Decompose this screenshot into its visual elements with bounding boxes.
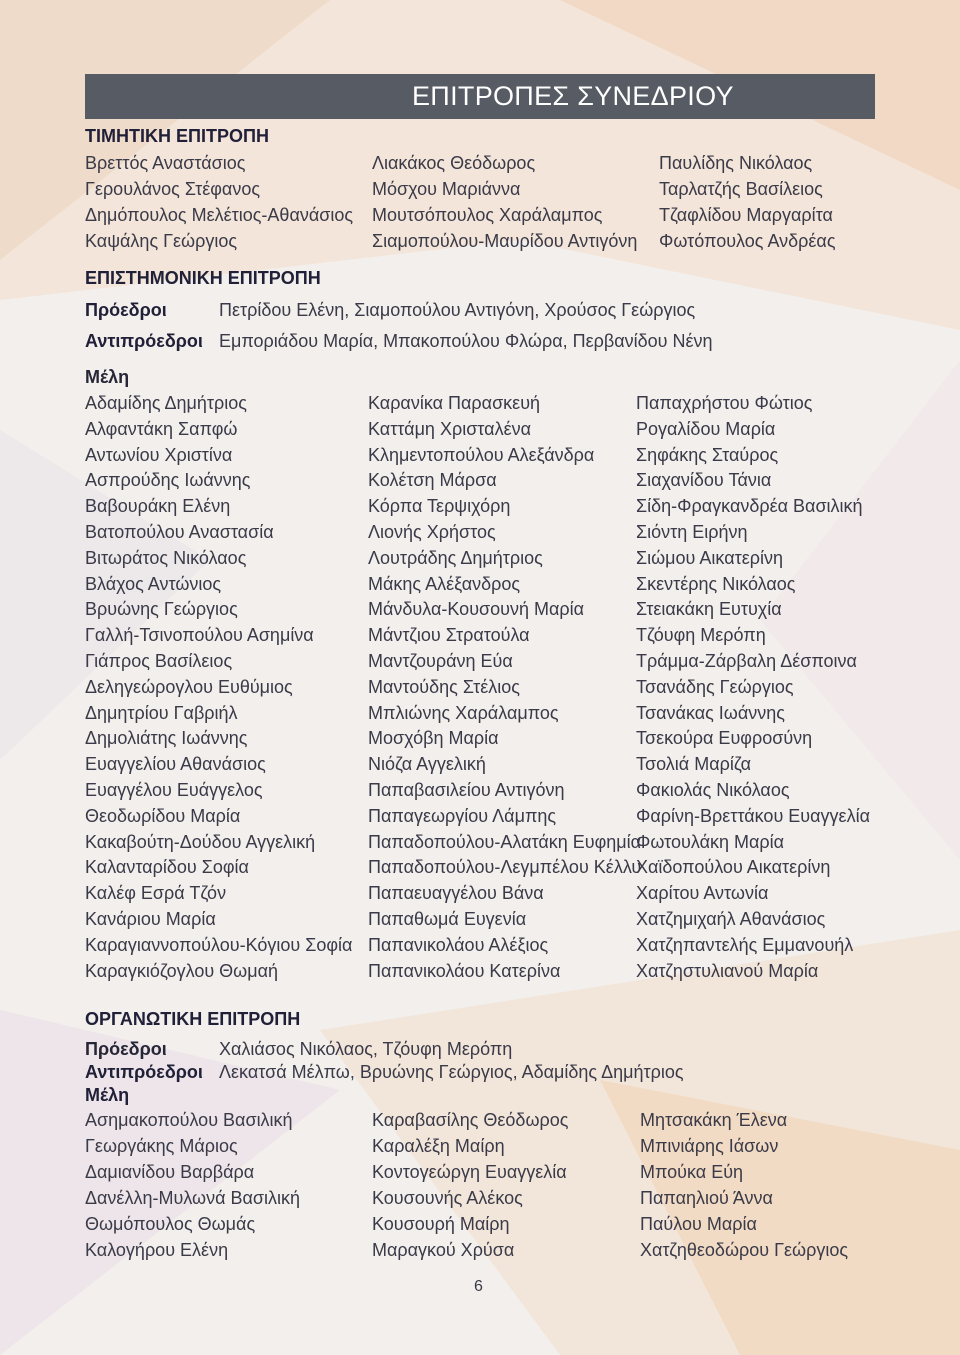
member-name: Σηφάκης Σταύρος	[636, 444, 779, 465]
member-name: Βρυώνης Γεώργιος	[85, 599, 238, 620]
member-name: Μητσακάκη Έλενα	[640, 1110, 788, 1130]
member-name: Φωτουλάκη Μαρία	[636, 831, 785, 852]
member-name: Μπούκα Εύη	[640, 1162, 744, 1182]
member-name: Καλογήρου Ελένη	[85, 1240, 229, 1260]
member-name: Θωμόπουλος Θωμάς	[85, 1214, 256, 1234]
scientific-presidents: Πετρίδου Ελένη, Σιαμοπούλου Αντιγόνη, Χρούσος Γεώργιος	[219, 300, 696, 320]
member-name: Βαβουράκη Ελένη	[85, 496, 231, 517]
member-name: Λουτράδης Δημήτριος	[368, 547, 543, 568]
member-name: Ρογαλίδου Μαρία	[636, 418, 776, 439]
member-name: Παπαευαγγέλου Βάνα	[368, 883, 544, 904]
honorary-column-1	[85, 150, 353, 254]
member-name: Τζαφλίδου Μαργαρίτα	[659, 205, 833, 225]
member-name: Βατοπούλου Αναστασία	[85, 521, 274, 542]
member-name: Καραλέξη Μαίρη	[372, 1136, 505, 1156]
member-name: Βλάχος Αντώνιος	[85, 573, 222, 594]
member-name: Ασπρούδης Ιωάννης	[85, 470, 251, 491]
member-name: Παπαηλιού Άννα	[640, 1188, 773, 1208]
member-name: Σιαμοπούλου-Μαυρίδου Αντιγόνη	[372, 231, 638, 251]
member-name: Σκεντέρης Νικόλαος	[636, 573, 796, 594]
organizing-committee-heading: ΟΡΓΑΝΩΤΙΚΗ ΕΠΙΤΡΟΠΗ	[85, 1009, 301, 1029]
member-name: Τζόυφη Μερόπη	[636, 625, 766, 646]
member-name: Κουσουνής Αλέκος	[372, 1188, 523, 1208]
scientific-presidents-label: Πρόεδροι	[85, 300, 167, 320]
member-name: Σιαχανίδου Τάνια	[636, 470, 772, 491]
member-name: Γιάπρος Βασίλειος	[85, 650, 233, 671]
member-name: Γεωργάκης Μάριος	[85, 1136, 238, 1156]
member-name: Βιτωράτος Νικόλαος	[85, 547, 247, 568]
member-name: Μπλιώνης Χαράλαμπος	[368, 702, 559, 723]
member-name: Παπαδοπούλου-Λεγμπέλου Κέλλυ	[368, 857, 642, 878]
organizing-vice-presidents-label: Αντιπρόεδροι	[85, 1062, 203, 1082]
member-name: Παπανικολάου Κατερίνα	[368, 960, 561, 981]
organizing-members-label: Μέλη	[85, 1085, 130, 1105]
member-name: Κολέτση Μάρσα	[368, 470, 497, 491]
member-name: Παυλίδης Νικόλαος	[659, 153, 813, 173]
member-name: Χατζηθεοδώρου Γεώργιος	[640, 1240, 849, 1260]
organizing-members-column-2	[372, 1107, 568, 1263]
member-name: Παπανικολάου Αλέξιος	[368, 934, 549, 955]
member-name: Καρανίκα Παρασκευή	[368, 393, 541, 413]
member-name: Ταρλατζής Βασίλειος	[659, 179, 823, 199]
scientific-members-column-3	[636, 391, 870, 984]
member-name: Αλφαντάκη Σαπφώ	[85, 418, 238, 439]
member-name: Φωτόπουλος Ανδρέας	[659, 231, 836, 251]
member-name: Μάντζιου Στρατούλα	[368, 625, 530, 646]
honorary-committee-heading: ΤΙΜΗΤΙΚΗ ΕΠΙΤΡΟΠΗ	[85, 126, 269, 146]
member-name: Στειακάκη Ευτυχία	[636, 599, 782, 620]
member-name: Χατζηστυλιανού Μαρία	[636, 960, 819, 981]
scientific-vice-presidents: Εμποριάδου Μαρία, Μπακοπούλου Φλώρα, Περβανίδου Νένη	[219, 331, 713, 351]
member-name: Τσανάκας Ιωάννης	[636, 702, 785, 723]
member-name: Μάνδυλα-Κουσουνή Μαρία	[368, 599, 585, 620]
member-name: Γερουλάνος Στέφανος	[85, 179, 261, 199]
member-name: Χαϊδοπούλου Αικατερίνη	[636, 857, 831, 878]
member-name: Παπαβασιλείου Αντιγόνη	[368, 779, 565, 800]
member-name: Παπαθωμά Ευγενία	[368, 908, 527, 929]
member-name: Καψάλης Γεώργιος	[85, 231, 238, 251]
member-name: Παπαγεωργίου Λάμπης	[368, 805, 557, 826]
member-name: Μαντζουράνη Εύα	[368, 650, 513, 671]
member-name: Βρεττός Αναστάσιος	[85, 153, 246, 173]
scientific-vice-presidents-label: Αντιπρόεδροι	[85, 331, 203, 351]
honorary-column-2	[372, 150, 637, 254]
member-name: Παπαδοπούλου-Αλατάκη Ευφημία	[368, 831, 642, 852]
member-name: Κλημεντοπούλου Αλεξάνδρα	[368, 444, 595, 465]
member-name: Δημολιάτης Ιωάννης	[85, 728, 248, 749]
member-name: Θεοδωρίδου Μαρία	[85, 805, 241, 826]
member-name: Χατζημιχαήλ Αθανάσιος	[636, 908, 826, 929]
member-name: Χαρίτου Αντωνία	[636, 883, 769, 904]
scientific-members-column-2	[368, 391, 641, 984]
member-name: Μάκης Αλέξανδρος	[368, 573, 521, 594]
honorary-column-3	[659, 150, 836, 254]
member-name: Τσεκούρα Ευφροσύνη	[636, 728, 813, 749]
member-name: Τσολιά Μαρίζα	[636, 754, 751, 775]
member-name: Δημόπουλος Μελέτιος-Αθανάσιος	[85, 205, 354, 225]
organizing-presidents-label: Πρόεδροι	[85, 1039, 167, 1059]
member-name: Φακιολάς Νικόλαος	[636, 779, 790, 800]
member-name: Μαραγκού Χρύσα	[372, 1240, 515, 1260]
member-name: Τσανάδης Γεώργιος	[636, 676, 794, 697]
member-name: Κουσουρή Μαίρη	[372, 1214, 510, 1234]
member-name: Μπινιάρης Ιάσων	[640, 1136, 779, 1156]
member-name: Φαρίνη-Βρεττάκου Ευαγγελία	[636, 805, 870, 826]
member-name: Καραγιαννοπούλου-Κόγιου Σοφία	[85, 934, 353, 955]
member-name: Λιακάκος Θεόδωρος	[372, 153, 536, 173]
member-name: Σιόντη Ειρήνη	[636, 521, 748, 542]
member-name: Ευαγγελίου Αθανάσιος	[85, 754, 266, 775]
organizing-members-column-3	[640, 1107, 848, 1263]
member-name: Χατζηπαντελής Εμμανουήλ	[636, 934, 854, 955]
member-name: Κανάριου Μαρία	[85, 908, 216, 929]
scientific-members-column-1	[85, 391, 352, 984]
member-name: Καραγκιόζογλου Θωμαή	[85, 960, 279, 981]
scientific-committee-heading: ΕΠΙΣΤΗΜΟΝΙΚΗ ΕΠΙΤΡΟΠΗ	[85, 268, 321, 288]
member-name: Ευαγγέλου Ευάγγελος	[85, 779, 263, 800]
member-name: Δαμιανίδου Βαρβάρα	[85, 1162, 255, 1182]
member-name: Ασημακοπούλου Βασιλική	[85, 1110, 293, 1130]
member-name: Μαντούδης Στέλιος	[368, 676, 520, 697]
title-banner	[85, 74, 875, 119]
member-name: Καττάμη Χρισταλένα	[368, 418, 531, 439]
member-name: Κακαβούτη-Δούδου Αγγελική	[85, 831, 316, 852]
member-name: Σίδη-Φραγκανδρέα Βασιλική	[636, 496, 863, 517]
member-name: Μόσχου Μαριάννα	[372, 179, 521, 199]
member-name: Μοσχόβη Μαρία	[368, 728, 499, 749]
member-name: Αντωνίου Χριστίνα	[85, 444, 233, 465]
scientific-members-label: Μέλη	[85, 367, 130, 387]
member-name: Σιώμου Αικατερίνη	[636, 547, 783, 568]
member-name: Νιόζα Αγγελική	[368, 754, 486, 775]
page-number: 6	[474, 1278, 483, 1295]
member-name: Δεληγεώρογλου Ευθύμιος	[85, 676, 293, 697]
organizing-members-column-1	[85, 1107, 300, 1263]
member-name: Καλέφ Εσρά Τζόν	[85, 883, 227, 904]
member-name: Δημητρίου Γαβριήλ	[85, 702, 238, 723]
member-name: Γαλλή-Τσινοπούλου Ασημίνα	[85, 625, 314, 646]
member-name: Αδαμίδης Δημήτριος	[85, 393, 247, 413]
member-name: Καραβασίλης Θεόδωρος	[372, 1110, 569, 1130]
page-title: ΕΠΙΤΡΟΠΕΣ ΣΥΝΕΔΡΙΟΥ	[412, 81, 734, 111]
member-name: Μουτσόπουλος Χαράλαμπος	[372, 205, 603, 225]
member-name: Τράμμα-Ζάρβαλη Δέσποινα	[636, 650, 857, 671]
member-name: Παπαχρήστου Φώτιος	[636, 393, 813, 413]
member-name: Καλανταρίδου Σοφία	[85, 857, 249, 878]
member-name: Λιονής Χρήστος	[368, 521, 496, 542]
member-name: Κόρπα Τερψιχόρη	[368, 496, 511, 517]
member-name: Παύλου Μαρία	[640, 1214, 757, 1234]
member-name: Κοντογεώργη Ευαγγελία	[372, 1162, 567, 1182]
member-name: Δανέλλη-Μυλωνά Βασιλική	[85, 1188, 301, 1208]
organizing-vice-presidents: Λεκατσά Μέλπω, Βρυώνης Γεώργιος, Αδαμίδης Δημήτριος	[219, 1062, 684, 1082]
organizing-presidents: Χαλιάσος Νικόλαος, Τζόυφη Μερόπη	[219, 1039, 513, 1059]
